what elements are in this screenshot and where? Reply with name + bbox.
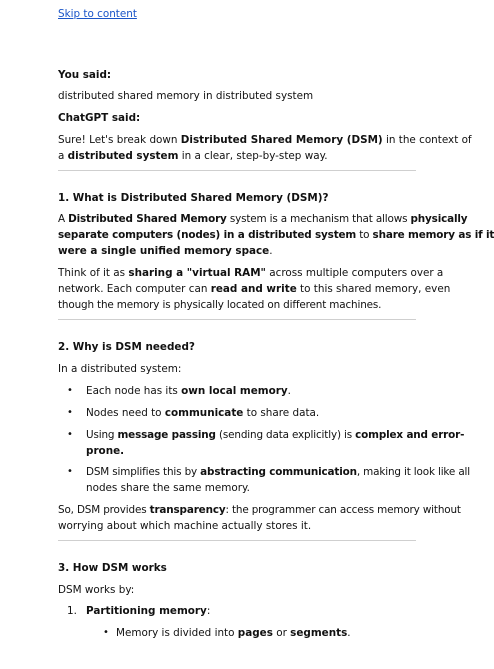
section3-subitem-1: Memory is divided into pages or segments. (116, 627, 351, 639)
bullet-marker: • (103, 627, 109, 638)
section1-p1-line-2: separate computers (nodes) in a distributed system to share memory as if it (58, 229, 494, 241)
section2-bullet-4-line-2: nodes share the same memory. (86, 482, 250, 494)
section-divider (58, 540, 416, 541)
list-number: 1. (67, 605, 77, 617)
section2-close-line-1: So, DSM provides transparency: the programmer can access memory without (58, 504, 461, 516)
section1-p2-line-2: network. Each computer can read and write to this shared memory, even (58, 283, 451, 295)
section2-lead: In a distributed system: (58, 363, 182, 375)
section1-p1-line-3: were a single unified memory space. (58, 245, 273, 257)
bullet-marker: • (67, 429, 73, 440)
section2-bullet-1: Each node has its own local memory. (86, 385, 291, 397)
bullet-marker: • (67, 466, 73, 477)
section2-bullet-2: Nodes need to communicate to share data. (86, 407, 320, 419)
assistant-label: ChatGPT said: (58, 112, 141, 124)
intro-line-2: a distributed system in a clear, step-by-step way. (58, 150, 328, 162)
section1-p2-line-3: though the memory is physically located on different machines. (58, 299, 382, 311)
section2-close-line-2: worrying about which machine actually stores it. (58, 520, 312, 532)
section1-heading: 1. What is Distributed Shared Memory (DSM)? (58, 192, 329, 204)
section2-bullet-4-line-1: DSM simplifies this by abstracting communication, making it look like all (86, 466, 471, 478)
section3-item-1: Partitioning memory: (86, 605, 211, 617)
section2-bullet-3-line-1: Using message passing (sending data explicitly) is complex and error- (86, 429, 465, 441)
you-said-label: You said: (58, 69, 112, 81)
section2-heading: 2. Why is DSM needed? (58, 341, 195, 353)
section3-lead: DSM works by: (58, 584, 135, 596)
bullet-marker: • (67, 385, 73, 396)
section-divider (58, 319, 416, 320)
skip-to-content-link[interactable]: Skip to content (58, 8, 137, 20)
section3-heading: 3. How DSM works (58, 562, 167, 574)
section1-p2-line-1: Think of it as sharing a "virtual RAM" across multiple computers over a (58, 267, 444, 279)
section2-bullet-3-line-2: prone. (86, 445, 125, 457)
bullet-marker: • (67, 407, 73, 418)
intro-line-1: Sure! Let's break down Distributed Shared Memory (DSM) in the context of (58, 134, 472, 146)
section1-p1-line-1: A Distributed Shared Memory system is a mechanism that allows physically (58, 213, 468, 225)
user-message: distributed shared memory in distributed system (58, 90, 314, 102)
section-divider (58, 170, 416, 171)
